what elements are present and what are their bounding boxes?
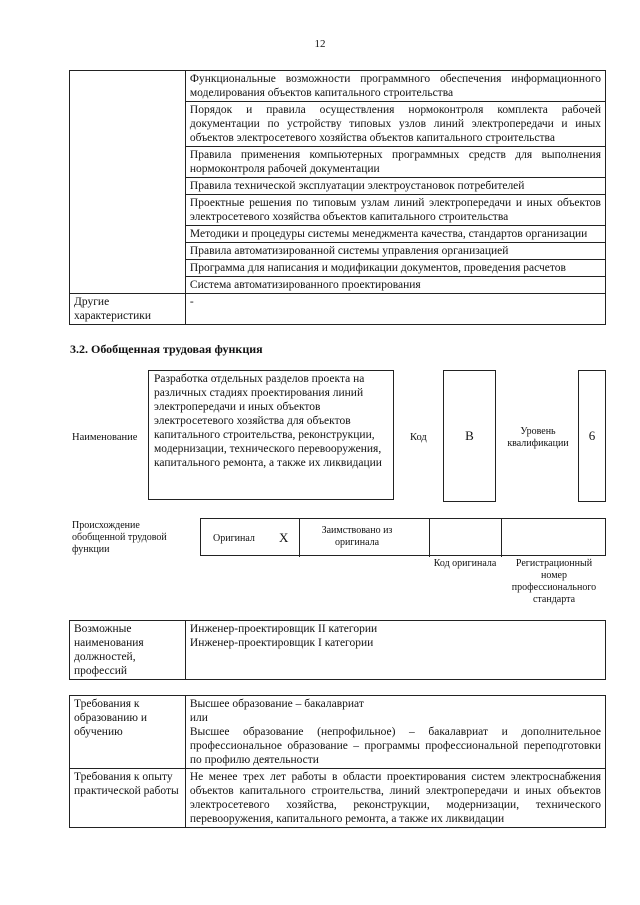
other-characteristics-label: Другие характеристики <box>70 294 186 325</box>
list-item: Правила автоматизированной системы управления организацией <box>185 243 605 260</box>
divider <box>299 519 300 557</box>
list-item: Проектные решения по типовым узлам линий электропередачи и иных объектов электросетевого хозяйства объектов капитального строительства <box>185 195 605 226</box>
list-item: Методики и процедуры системы менеджмента качества, стандартов организации <box>185 226 605 243</box>
position-item: Инженер-проектировщик I категории <box>189 637 374 649</box>
list-item: Функциональные возможности программного обеспечения информационного моделирования объектов капитального строительства <box>185 71 605 102</box>
table-row <box>70 769 606 828</box>
registration-number-caption: Регистрационный номер профессионального стандарта <box>511 558 597 605</box>
education-label: Требования к образованию и обучению <box>70 696 186 769</box>
table-row <box>70 696 606 769</box>
level-label: Уровень квалификации <box>507 426 569 449</box>
positions-value <box>185 621 605 680</box>
original-mark: X <box>279 530 289 545</box>
list-item: Порядок и правила осуществления нормоконтроля комплекта рабочей документации по устройству типовых узлов линий электропередачи и иных объектов электросетевого хозяйства объектов капитального строительства <box>185 102 605 147</box>
otf-name-value: Разработка отдельных разделов проекта на различных стадиях проектирования линий электропередачи и иных объектов электросетевого хозяйства для объектов капитального строительства, реконструкции, модернизации, технического перевооружения, капитального ремонта, а также их ликвидации <box>148 370 394 500</box>
position-item: Инженер-проектировщик II категории <box>189 623 378 635</box>
code-value: B <box>443 370 496 502</box>
experience-value: Не менее трех лет работы в области проектирования систем электроснабжения объектов капитального строительства, линий электропередачи и иных объектов электросетевого хозяйства, реконструкции, модернизации, технического перевооружения, капитального ремонта, а также их ликвидации <box>185 769 605 828</box>
education-line: Высшее образование – бакалавриат <box>189 698 364 710</box>
education-line: Высшее образование (непрофильное) – бакалавриат и дополнительное профессиональное образование – программы профессиональной переподготовки по профилю деятельности <box>189 726 601 766</box>
section-title: 3.2. Обобщенная трудовая функция <box>70 342 263 356</box>
divider <box>429 519 430 557</box>
education-line: или <box>189 712 208 724</box>
requirements-table <box>69 695 606 828</box>
table-row <box>70 621 606 680</box>
list-item: Правила применения компьютерных программных средств для выполнения нормоконтроля рабочей документации <box>185 147 605 178</box>
empty-label-cell <box>70 71 186 294</box>
original-label: Оригинал <box>213 533 255 544</box>
name-label: Наименование <box>72 432 138 443</box>
table-row <box>70 71 606 102</box>
positions-table <box>69 620 606 680</box>
level-value: 6 <box>578 370 606 502</box>
list-item: Правила технической эксплуатации электроустановок потребителей <box>185 178 605 195</box>
origin-box <box>200 518 606 556</box>
origin-label: Происхождение обобщенной трудовой функции <box>72 520 167 555</box>
other-characteristics-value: - <box>185 294 605 325</box>
divider <box>501 519 502 557</box>
experience-label: Требования к опыту практической работы <box>70 769 186 828</box>
page-number: 12 <box>314 38 326 50</box>
knowledge-table <box>69 70 606 325</box>
code-original-caption: Код оригинала <box>433 558 497 569</box>
list-item: Программа для написания и модификации документов, проведения расчетов <box>185 260 605 277</box>
education-value <box>185 696 605 769</box>
list-item: Система автоматизированного проектирования <box>185 277 605 294</box>
borrowed-label: Заимствовано из оригинала <box>321 525 393 548</box>
positions-label: Возможные наименования должностей, профессий <box>70 621 186 680</box>
code-label: Код <box>410 432 427 443</box>
table-row <box>70 294 606 325</box>
